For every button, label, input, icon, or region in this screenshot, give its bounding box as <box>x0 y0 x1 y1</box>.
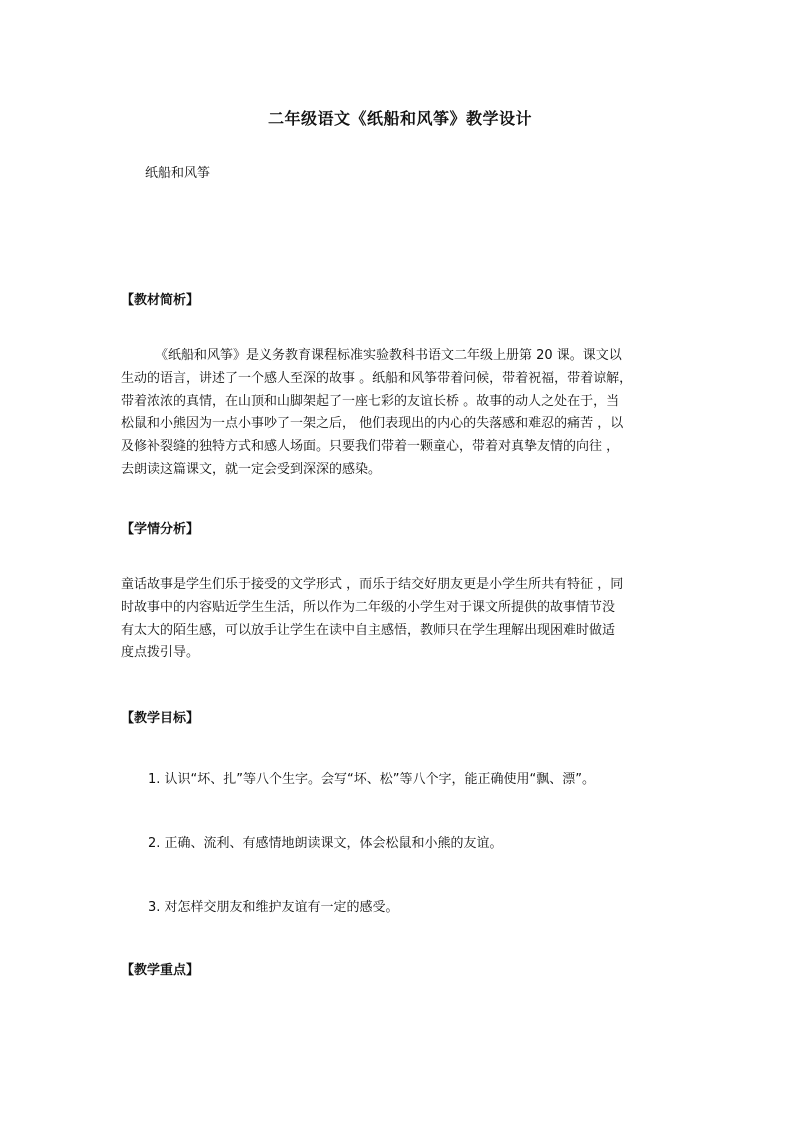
section-heading-textbook: 【教材简析】 <box>121 293 200 308</box>
goal-item: 3. 对怎样交朋友和维护友谊有一定的感受。 <box>148 900 399 915</box>
document-subtitle: 纸船和风筝 <box>145 166 211 181</box>
paragraph-line: 带着浓浓的真情，在山顶和山脚架起了一座七彩的友谊长桥 。故事的动人之处在于，当 <box>121 393 620 409</box>
paragraph-line: 松鼠和小熊因为一点小事吵了一架之后， 他们表现出的内心的失落感和难忍的痛苦 ，以 <box>121 416 624 432</box>
goal-item: 2. 正确、流利、有感情地朗读课文，体会松鼠和小熊的友谊。 <box>148 836 503 851</box>
paragraph-line: 童话故事是学生们乐于接受的文学形式 ，而乐于结交好朋友更是小学生所共有特征 ，同 <box>121 577 624 592</box>
section-heading-key-points: 【教学重点】 <box>121 963 200 978</box>
section-heading-students: 【学情分析】 <box>121 522 200 537</box>
paragraph-line: 《纸船和风筝》是义务教育课程标准实验教科书语文二年级上册第 20 课。课文以 <box>155 348 622 363</box>
section-heading-goals: 【教学目标】 <box>121 711 200 726</box>
student-analysis-paragraph <box>121 574 681 665</box>
paragraph-line: 度点拨引导。 <box>121 645 200 661</box>
paragraph-line: 去朗读这篇课文，就一定会受到深深的感染。 <box>121 461 382 477</box>
textbook-analysis-paragraph <box>121 345 681 482</box>
paragraph-line: 及修补裂缝的独特方式和感人场面。只要我们带着一颗童心，带着对真挚友情的向往 ， <box>121 439 620 455</box>
paragraph-line: 生动的语言，讲述了一个感人至深的故事 。纸船和风筝带着问候，带着祝福，带着谅解， <box>121 370 633 386</box>
paragraph-line: 时故事中的内容贴近学生生活，所以作为二年级的小学生对于课文所提供的故事情节没 <box>121 599 616 615</box>
goal-item: 1. 认识“坏、扎”等八个生字。会写“坏、松”等八个字，能正确使用“飘、漂”。 <box>148 772 595 787</box>
document-title: 二年级语文《纸船和风筝》教学设计 <box>267 109 532 128</box>
paragraph-line: 有太大的陌生感，可以放手让学生在读中自主感悟，教师只在学生理解出现困难时做适 <box>121 622 616 638</box>
